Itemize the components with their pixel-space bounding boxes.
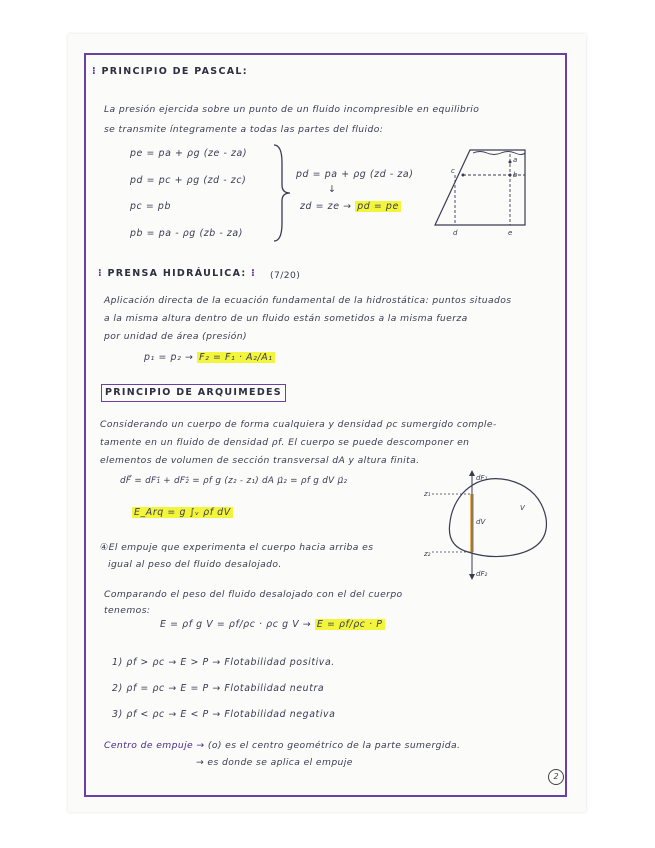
case-2: 2) ρf = ρc → E = P → Flotabilidad neutra: [112, 683, 325, 694]
fig-label-z1: z₁: [424, 490, 431, 498]
brace: [270, 143, 294, 243]
arquimedes-eq-2: E_Arq = g ∫ᵥ ρf dV: [134, 507, 231, 518]
page-number: 2: [548, 769, 564, 785]
pascal-container-figure: [425, 140, 535, 240]
fig-label-d: d: [453, 229, 458, 237]
prensa-text-3: por unidad de área (presión): [104, 331, 247, 342]
centro-line-2: → es donde se aplica el empuje: [196, 757, 353, 768]
pascal-eq-5: pd = pa + ρg (zd - za): [296, 169, 414, 180]
fig-label-b: b: [513, 171, 518, 179]
prensa-title: ⁝ PRENSA HIDRÁULICA: ⁝: [98, 268, 257, 279]
case-3: 3) ρf < ρc → E < P → Flotabilidad negativa: [112, 709, 336, 720]
arquimedes-text-2: tamente en un fluido de densidad ρf. El cuerpo se puede descomponer en: [100, 437, 470, 448]
fig-label-c: c: [451, 167, 455, 175]
prensa-ref: (7/20): [270, 270, 301, 281]
pascal-eq-2: pd = pc + ρg (zd - zc): [130, 175, 247, 186]
fig-label-v: V: [520, 504, 525, 512]
prensa-eq: p₁ = p₂ → F₂ = F₁ · A₂/A₁: [144, 352, 273, 363]
prensa-text-2: a la misma altura dentro de un fluido están sometidos a la misma fuerza: [104, 313, 468, 324]
fig-label-a: a: [513, 156, 518, 164]
fig-label-df1: dF₁: [476, 474, 488, 482]
fig-label-e: e: [508, 229, 513, 237]
pascal-text-2: se transmite íntegramente a todas las partes del fluido:: [104, 124, 384, 135]
pascal-eq-6: zd = ze → pd = pe: [300, 201, 399, 212]
pascal-eq-1: pe = pa + ρg (ze - za): [130, 148, 248, 159]
arquimedes-title: PRINCIPIO DE ARQUIMEDES: [101, 384, 286, 402]
fig-label-df2: dF₂: [476, 570, 488, 578]
case-1: 1) ρf > ρc → E > P → Flotabilidad positiva.: [112, 657, 335, 668]
prensa-text-1: Aplicación directa de la ecuación fundamental de la hidrostática: puntos situados: [104, 295, 512, 306]
arquimedes-comp-2: tenemos:: [104, 605, 151, 616]
down-arrow-icon: ↓: [328, 184, 337, 195]
pascal-title: ⁝ PRINCIPIO DE PASCAL:: [92, 66, 248, 77]
pascal-eq-4: pb = pa - ρg (zb - za): [130, 228, 244, 239]
arquimedes-comp-1: Comparando el peso del fluido desalojado con el del cuerpo: [104, 589, 403, 600]
pascal-text-1: La presión ejercida sobre un punto de un fluido incompresible en equilibrio: [104, 104, 480, 115]
arquimedes-note-1: ④El empuje que experimenta el cuerpo hacia arriba es: [100, 542, 374, 553]
arquimedes-text-3: elementos de volumen de sección transversal dA y altura finita.: [100, 455, 420, 466]
fig-label-z2: z₂: [424, 550, 431, 558]
arquimedes-text-1: Considerando un cuerpo de forma cualquiera y densidad ρc sumergido comple-: [100, 419, 497, 430]
arquimedes-note-2: igual al peso del fluido desalojado.: [108, 559, 282, 570]
pascal-eq-3: pc = pb: [130, 201, 172, 212]
arquimedes-body-figure: [422, 466, 552, 584]
fig-label-dv: dV: [476, 518, 486, 526]
arquimedes-eq-1: dF⃗ = dF₁⃗ + dF₂⃗ = ρf g (z₂ - z₁) dA μ⃗₂ = ρf g dV μ⃗₂: [120, 476, 348, 486]
arquimedes-eq-3: E = ρf g V = ρf/ρc · ρc g V → E = ρf/ρc · P: [160, 619, 383, 630]
centro-line-1: Centro de empuje → (o) es el centro geométrico de la parte sumergida.: [104, 740, 461, 751]
